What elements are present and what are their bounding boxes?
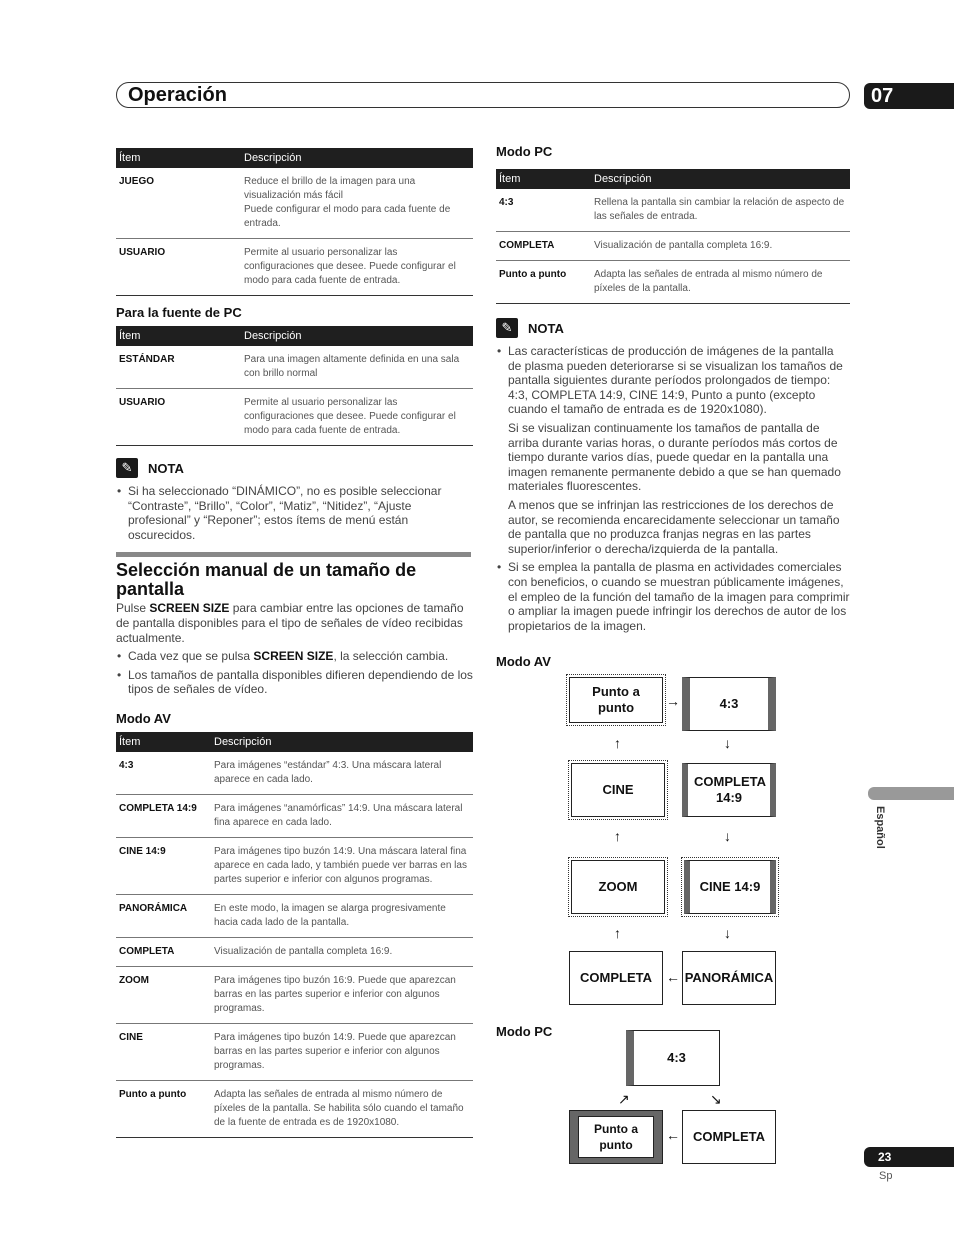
page-language-code: Sp [879,1170,893,1182]
row-desc: Permite al usuario personalizar las configuraciones que desee. Puede configurar el modo para cada fuente de entrada. [241,389,473,446]
nota-label: NOTA [528,320,564,336]
key-label: SCREEN SIZE [253,649,334,664]
table-row [116,1080,473,1137]
diagram-box-cine-14-9 [684,860,776,914]
nota-list [116,484,473,542]
arrow-right-icon: → [666,693,680,709]
row-desc: Para imágenes tipo buzón 14:9. Una máscara lateral fina aparece en cada lado, y también puede ver barras en las partes superior e inferior con algunos programas. [211,837,473,894]
section-divider [116,552,471,557]
nota-header [116,458,473,478]
section-bullets [116,649,473,697]
diagram-box-completa [569,951,663,1005]
diagram-box-label: COMPLETA [693,1129,765,1144]
section-intro [116,601,473,645]
diagram-box-label: ZOOM [598,879,638,894]
table-row [116,752,473,795]
row-desc: Para imágenes “estándar” 4:3. Una máscara lateral aparece en cada lado. [211,752,473,795]
pencil-note-icon: ✎ [496,318,518,338]
diagram-box-label: Punto a punto [570,682,662,718]
col-header-item: Ítem [116,326,241,346]
table-row [496,189,850,232]
desc-line: Reduce el brillo de la imagen para una visualización más fácil [244,176,416,201]
row-desc: Adapta las señales de entrada al mismo número de píxeles de la pantalla. [591,261,850,304]
nota-item: • Si ha seleccionado “DINÁMICO”, no es posible seleccionar “Contraste”, “Brillo”, “Color”, “Matiz”, “Nitidez”, “Ajuste profesional” y “Reponer”; estos ítems de menú están oscurecidos. [116,484,473,542]
nota-paragraph: Si se visualizan continuamente los tamaños de pantalla de arriba durante varias horas, o durante períodos más cortos de tiempo durante varios días, puede quedar en la pantalla una imagen remanente permanente debido a que se han quemado materiales fluorescentes. [508,420,841,494]
diagram-box-pc-4-3 [626,1030,720,1086]
table-row [116,894,473,937]
table-row [116,168,473,239]
key-label: SCREEN SIZE [149,601,230,616]
row-desc: Para imágenes “anamórficas” 14:9. Una máscara lateral fina aparece en cada lado. [211,794,473,837]
diagram-box-panoramica [682,951,776,1005]
col-header-desc: Descripción [211,732,473,752]
arrow-left-icon: ← [666,1127,680,1143]
nota-item [496,344,850,556]
bullet-text: , la selección cambia. [333,649,449,664]
pencil-note-icon: ✎ [116,458,138,478]
diagram-box-zoom [571,860,665,914]
row-item: ESTÁNDAR [116,346,241,389]
row-item: JUEGO [116,168,241,239]
arrow-up-icon: ↑ [614,925,621,941]
row-item: Punto a punto [496,261,591,304]
col-header-desc: Descripción [241,326,473,346]
row-desc: Visualización de pantalla completa 16:9. [591,232,850,261]
table-row [116,389,473,446]
diagram-box-label: Punto a punto [578,1116,654,1158]
bullet-item: • Los tamaños de pantalla disponibles difieren dependiendo de los tipos de señales de vídeo. [116,668,473,697]
arrow-left-icon: ← [666,969,680,985]
col-header-item: Ítem [116,732,211,752]
nota-label: NOTA [148,460,184,476]
diagram-box-4-3 [682,677,776,731]
diagram-av-heading: Modo AV [496,654,551,669]
table-row [496,232,850,261]
bullet-text: Cada vez que se pulsa [128,649,254,664]
row-item: COMPLETA [116,937,211,966]
col-header-item: Ítem [116,148,241,168]
diagram-box-label: COMPLETA [580,970,652,985]
row-item: CINE [116,1023,211,1080]
arrow-up-left-icon: ↗ [618,1091,630,1107]
nota-list [496,344,850,633]
diagram-box-label: PANORÁMICA [684,970,774,985]
table-row [116,1023,473,1080]
pc-source-heading: Para la fuente de PC [116,305,242,320]
intro-text: para cambiar entre las opciones de tamaño de pantalla disponibles para el tipo de señales de vídeo recibidas actualmente. [116,601,464,645]
row-desc: Adapta las señales de entrada al mismo número de píxeles de la pantalla. Se habilita sólo cuando el tamaño de la fuente de entrada es de 1920x1080. [211,1080,473,1137]
row-item: 4:3 [116,752,211,795]
language-label: Español [874,806,886,849]
col-header-desc: Descripción [241,148,473,168]
diagram-box-label: CINE [602,782,634,797]
modo-pc-heading: Modo PC [496,144,553,159]
table-row [116,837,473,894]
row-desc [241,168,473,239]
diagram-box-cine [571,763,665,817]
table-row [116,346,473,389]
row-item: 4:3 [496,189,591,232]
page-number: 23 [864,1147,954,1167]
arrow-down-right-icon: ↘ [710,1091,722,1107]
modo-av-heading: Modo AV [116,710,171,726]
page-title: Operación [128,84,227,106]
modo-av-table [116,732,473,1138]
diagram-box-label: 4:3 [667,1050,686,1065]
nota-header [496,318,850,338]
arrow-down-icon: ↓ [724,735,731,751]
left-column [116,148,473,1138]
table-row [116,239,473,296]
arrow-up-icon: ↑ [614,735,621,751]
row-desc: Rellena la pantalla sin cambiar la relación de aspecto de las señales de entrada. [591,189,850,232]
row-item: CINE 14:9 [116,837,211,894]
row-desc: Para imágenes tipo buzón 14:9. Puede que aparezcan barras en las partes superior e inferior con algunos programas. [211,1023,473,1080]
mode-table-top [116,148,473,296]
modo-pc-table [496,169,850,304]
diagram-box-label: CINE 14:9 [699,879,761,894]
diagram-box-label: 4:3 [719,696,739,711]
nota-paragraph: A menos que se infrinjan las restricciones de los derechos de autor, se recomienda encarecidamente seleccionar un tamaño de pantalla que no produzca franjas negras en las partes superior/inferior o derecha/izquierda de la pantalla. [508,497,840,556]
row-item: PANORÁMICA [116,894,211,937]
intro-text: Pulse [116,601,150,616]
nota-item: • Si se emplea la pantalla de plasma en actividades comerciales con beneficios, o cuando se muestran públicamente imágenes, el empleo de la función del tamaño de la imagen para comprimir o ampliar la imagen puede infringir los derechos de autor de los propietarios de la imagen. [496,560,850,633]
row-item: ZOOM [116,966,211,1023]
row-desc: Visualización de pantalla completa 16:9. [211,937,473,966]
nota-paragraph: • Las características de producción de imágenes de la pantalla de plasma pueden deteriorarse si se visualizan los tamaños de pantalla siguientes durante períodos prolongados de tiempo: 4:3, COMPLETA 14:9, CINE 14:9, Punto a punto (excepto cuando el tamaño de entrada es de 1920x1080). [508,344,843,417]
arrow-up-icon: ↑ [614,828,621,844]
pc-source-table [116,326,473,446]
language-tab [868,787,954,800]
table-row [116,794,473,837]
row-item: Punto a punto [116,1080,211,1137]
row-item: USUARIO [116,239,241,296]
diagram-box-pc-completa [682,1110,776,1164]
diagram-pc-heading: Modo PC [496,1024,553,1039]
diagram-box-punto-a-punto [569,677,663,723]
col-header-desc: Descripción [591,169,850,189]
diagram-box-pc-punto-a-punto [569,1110,663,1164]
row-desc: En este modo, la imagen se alarga progresivamente hacia cada lado de la pantalla. [211,894,473,937]
row-item: COMPLETA [496,232,591,261]
row-desc: Para imágenes tipo buzón 16:9. Puede que aparezcan barras en las partes superior e inferior con algunos programas. [211,966,473,1023]
row-desc: Permite al usuario personalizar las configuraciones que desee. Puede configurar el modo para cada fuente de entrada. [241,239,473,296]
arrow-down-icon: ↓ [724,925,731,941]
section-title: Selección manual de un tamaño de pantalla [116,560,417,600]
diagram-box-completa-14-9 [682,763,776,817]
table-row [116,937,473,966]
diagram-box-label: COMPLETA 14:9 [694,774,766,805]
right-column [496,144,850,633]
desc-line: Puede configurar el modo para cada fuente de entrada. [244,204,451,229]
table-row [496,261,850,304]
arrow-down-icon: ↓ [724,828,731,844]
chapter-number: 07 [864,83,954,109]
row-item: COMPLETA 14:9 [116,794,211,837]
col-header-item: Ítem [496,169,591,189]
row-item: USUARIO [116,389,241,446]
bullet-item [116,649,473,664]
table-row [116,966,473,1023]
row-desc: Para una imagen altamente definida en una sala con brillo normal [241,346,473,389]
